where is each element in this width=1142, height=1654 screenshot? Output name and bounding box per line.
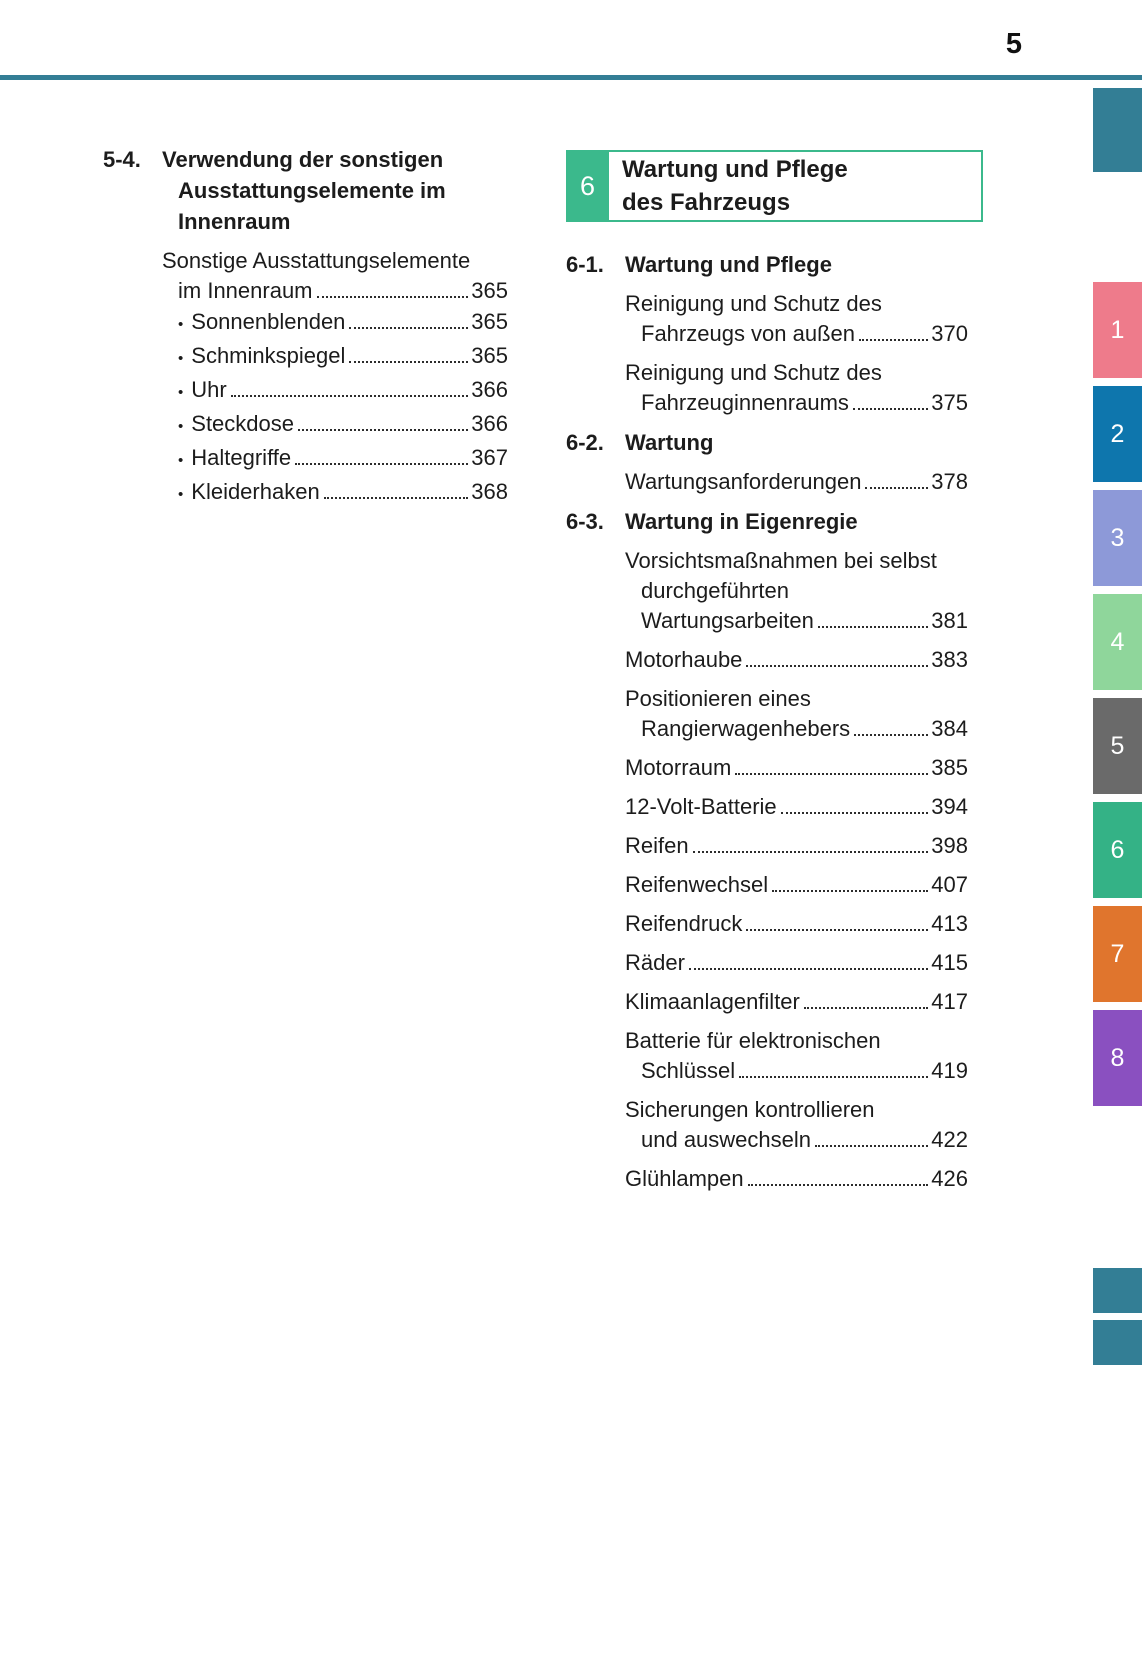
leader-dots bbox=[748, 1184, 929, 1186]
toc-entry-label: Fahrzeugs von außen bbox=[641, 321, 856, 346]
section-title-line: Verwendung der sonstigen bbox=[162, 147, 444, 172]
section-number: 6-1. bbox=[566, 252, 604, 277]
section-heading-5-4 bbox=[103, 144, 508, 237]
page-ref: 385 bbox=[931, 755, 968, 780]
toc-entry bbox=[162, 443, 508, 476]
toc-entry-label: Reifendruck bbox=[625, 911, 743, 936]
page-ref: 365 bbox=[471, 343, 508, 368]
toc-entry-label: Motorraum bbox=[625, 755, 732, 780]
toc-entry-label: Klimaanlagenfilter bbox=[625, 989, 800, 1014]
toc-entry-label: Glühlampen bbox=[625, 1166, 744, 1191]
toc-entry bbox=[625, 645, 968, 675]
toc-entries bbox=[625, 467, 968, 497]
leader-dots bbox=[854, 734, 928, 736]
toc-entry bbox=[625, 467, 968, 497]
page-ref: 422 bbox=[931, 1127, 968, 1152]
page-ref: 417 bbox=[931, 989, 968, 1014]
toc-section bbox=[566, 250, 968, 418]
toc-entry-line bbox=[641, 1056, 968, 1086]
side-tab-2: 2 bbox=[1093, 386, 1142, 482]
toc-entry-line: Reinigung und Schutz des bbox=[625, 291, 882, 316]
toc-entry bbox=[625, 753, 968, 783]
toc-entry bbox=[625, 289, 968, 349]
toc-entry-line bbox=[625, 753, 968, 783]
toc-entry-line bbox=[625, 948, 968, 978]
chapter-banner bbox=[566, 150, 983, 222]
toc-entry bbox=[625, 546, 968, 636]
side-tab-5: 5 bbox=[1093, 698, 1142, 794]
bullet-icon: • bbox=[178, 486, 184, 503]
page-ref: 384 bbox=[931, 716, 968, 741]
right-column bbox=[566, 144, 968, 1203]
toc-entry-line: Sonstige Ausstattungselemente bbox=[162, 248, 471, 273]
bullet-icon: • bbox=[178, 418, 184, 435]
toc-entry-line bbox=[625, 909, 968, 939]
page-ref: 419 bbox=[931, 1058, 968, 1083]
toc-entry-line bbox=[178, 341, 508, 374]
toc-entry bbox=[625, 1164, 968, 1194]
toc-entry-label: Fahrzeuginnenraums bbox=[641, 390, 849, 415]
leader-dots bbox=[739, 1076, 928, 1078]
page-ref: 367 bbox=[471, 445, 508, 470]
section-number: 5-4. bbox=[103, 147, 141, 172]
page-ref: 378 bbox=[931, 469, 968, 494]
leader-dots bbox=[231, 395, 469, 397]
toc-entry-line bbox=[178, 443, 508, 476]
toc-entry-label: Rangierwagenhebers bbox=[641, 716, 851, 741]
toc-entry-label: und auswechseln bbox=[641, 1127, 812, 1152]
side-tab-bottom-2 bbox=[1093, 1320, 1142, 1365]
page-ref: 368 bbox=[471, 479, 508, 504]
page-ref: 426 bbox=[931, 1166, 968, 1191]
toc-entries bbox=[625, 289, 968, 418]
leader-dots bbox=[772, 890, 928, 892]
bullet-icon: • bbox=[178, 384, 184, 401]
toc-entry-label: Haltegriffe bbox=[191, 445, 292, 470]
toc-entry-line bbox=[178, 409, 508, 442]
toc-entry-line bbox=[178, 375, 508, 408]
leader-dots bbox=[317, 296, 469, 298]
toc-entries bbox=[625, 546, 968, 1194]
toc-entry bbox=[625, 1026, 968, 1086]
left-column bbox=[103, 144, 508, 511]
leader-dots bbox=[689, 968, 928, 970]
section-number: 6-2. bbox=[566, 430, 604, 455]
chapter-title-line: des Fahrzeugs bbox=[622, 189, 791, 216]
toc-entry-label: Steckdose bbox=[191, 411, 294, 436]
section-title bbox=[625, 250, 968, 280]
leader-dots bbox=[818, 626, 928, 628]
leader-dots bbox=[853, 408, 928, 410]
toc-entry-line: Batterie für elektronischen bbox=[625, 1028, 881, 1053]
page-ref: 365 bbox=[471, 278, 508, 303]
leader-dots bbox=[349, 327, 468, 329]
toc-entry-line: Sicherungen kontrollieren bbox=[625, 1097, 875, 1122]
toc-entry-line bbox=[641, 606, 968, 636]
toc-entry-label: Reifenwechsel bbox=[625, 872, 769, 897]
toc-entry bbox=[625, 1095, 968, 1155]
bullet-icon: • bbox=[178, 350, 184, 367]
section-heading bbox=[566, 507, 968, 537]
toc-entry-line bbox=[625, 467, 968, 497]
toc-entry bbox=[625, 358, 968, 418]
section-heading bbox=[566, 250, 968, 280]
bullet-icon: • bbox=[178, 452, 184, 469]
toc-entry-line: durchgeführten bbox=[641, 578, 789, 603]
toc-entry-line bbox=[625, 1164, 968, 1194]
toc-entry bbox=[625, 948, 968, 978]
toc-entry bbox=[625, 831, 968, 861]
page-ref: 394 bbox=[931, 794, 968, 819]
toc-entries-left bbox=[162, 246, 508, 510]
leader-dots bbox=[295, 463, 468, 465]
toc-section bbox=[566, 428, 968, 497]
page-ref: 365 bbox=[471, 309, 508, 334]
side-tab-top bbox=[1093, 88, 1142, 172]
toc-entry bbox=[625, 792, 968, 822]
toc-entry-label: 12-Volt-Batterie bbox=[625, 794, 777, 819]
toc-entry bbox=[625, 987, 968, 1017]
toc-entry-line bbox=[641, 1125, 968, 1155]
section-title-line: Wartung bbox=[625, 430, 714, 455]
page-ref: 407 bbox=[931, 872, 968, 897]
page-number: 5 bbox=[1005, 28, 1022, 60]
toc-entry-line bbox=[178, 307, 508, 340]
section-title bbox=[625, 428, 968, 458]
toc-entry-line bbox=[178, 477, 508, 510]
leader-dots bbox=[781, 812, 929, 814]
page-ref: 370 bbox=[931, 321, 968, 346]
toc-sections-right bbox=[566, 250, 968, 1194]
toc-entry-label: Motorhaube bbox=[625, 647, 743, 672]
toc-entry-line bbox=[625, 870, 968, 900]
chapter-title-box bbox=[609, 150, 983, 222]
leader-dots bbox=[804, 1007, 928, 1009]
leader-dots bbox=[735, 773, 928, 775]
toc-entry-line bbox=[178, 276, 508, 306]
toc-entry-label: Uhr bbox=[191, 377, 227, 402]
toc-entry-label: im Innenraum bbox=[178, 278, 313, 303]
toc-entry-label: Wartungsanforderungen bbox=[625, 469, 862, 494]
side-tab-7: 7 bbox=[1093, 906, 1142, 1002]
toc-entry-label: Kleiderhaken bbox=[191, 479, 320, 504]
toc-entry-label: Schminkspiegel bbox=[191, 343, 346, 368]
chapter-number-badge: 6 bbox=[566, 150, 609, 222]
side-tab-6: 6 bbox=[1093, 802, 1142, 898]
toc-entry-label: Sonnenblenden bbox=[191, 309, 346, 334]
toc-entry-label: Wartungsarbeiten bbox=[641, 608, 814, 633]
header-rule bbox=[0, 75, 1142, 80]
page-ref: 415 bbox=[931, 950, 968, 975]
leader-dots bbox=[815, 1145, 928, 1147]
chapter-title-line: Wartung und Pflege bbox=[622, 156, 848, 183]
toc-entry bbox=[162, 341, 508, 374]
side-tab-4: 4 bbox=[1093, 594, 1142, 690]
toc-entry-label: Reifen bbox=[625, 833, 689, 858]
side-tab-1: 1 bbox=[1093, 282, 1142, 378]
section-title-line: Ausstattungselemente im bbox=[178, 178, 446, 203]
leader-dots bbox=[349, 361, 468, 363]
toc-entry-line bbox=[625, 792, 968, 822]
toc-entry-line bbox=[625, 645, 968, 675]
toc-section bbox=[566, 507, 968, 1194]
page-ref: 366 bbox=[471, 411, 508, 436]
page-ref: 366 bbox=[471, 377, 508, 402]
toc-entry bbox=[625, 870, 968, 900]
side-tab-3: 3 bbox=[1093, 490, 1142, 586]
section-title bbox=[625, 507, 968, 537]
toc-entry-label: Schlüssel bbox=[641, 1058, 736, 1083]
page-ref: 398 bbox=[931, 833, 968, 858]
section-title-line: Innenraum bbox=[178, 209, 291, 234]
leader-dots bbox=[746, 929, 928, 931]
section-title-line: Wartung in Eigenregie bbox=[625, 509, 858, 534]
page-ref: 381 bbox=[931, 608, 968, 633]
toc-entry bbox=[625, 684, 968, 744]
page-ref: 375 bbox=[931, 390, 968, 415]
leader-dots bbox=[746, 665, 928, 667]
leader-dots bbox=[298, 429, 468, 431]
toc-entry bbox=[162, 409, 508, 442]
side-tab-bottom-1 bbox=[1093, 1268, 1142, 1313]
toc-entry-line bbox=[625, 987, 968, 1017]
toc-entry bbox=[162, 375, 508, 408]
toc-entry bbox=[162, 307, 508, 340]
page-ref: 413 bbox=[931, 911, 968, 936]
toc-entry bbox=[162, 477, 508, 510]
page-ref: 383 bbox=[931, 647, 968, 672]
toc-entry-label: Räder bbox=[625, 950, 685, 975]
section-heading bbox=[566, 428, 968, 458]
toc-entry-line bbox=[641, 714, 968, 744]
toc-entry-line bbox=[625, 831, 968, 861]
leader-dots bbox=[324, 497, 469, 499]
leader-dots bbox=[865, 487, 928, 489]
bullet-icon: • bbox=[178, 316, 184, 333]
toc-entry-line bbox=[641, 319, 968, 349]
section-title-line: Wartung und Pflege bbox=[625, 252, 832, 277]
leader-dots bbox=[859, 339, 928, 341]
toc-entry-line: Positionieren eines bbox=[625, 686, 811, 711]
toc-entry-line: Reinigung und Schutz des bbox=[625, 360, 882, 385]
toc-entry-line bbox=[641, 388, 968, 418]
side-tab-8: 8 bbox=[1093, 1010, 1142, 1106]
section-title bbox=[162, 144, 508, 237]
toc-entry-line: Vorsichtsmaßnahmen bei selbst bbox=[625, 548, 937, 573]
toc-entry bbox=[162, 246, 508, 306]
toc-entry bbox=[625, 909, 968, 939]
leader-dots bbox=[693, 851, 929, 853]
section-number: 6-3. bbox=[566, 509, 604, 534]
